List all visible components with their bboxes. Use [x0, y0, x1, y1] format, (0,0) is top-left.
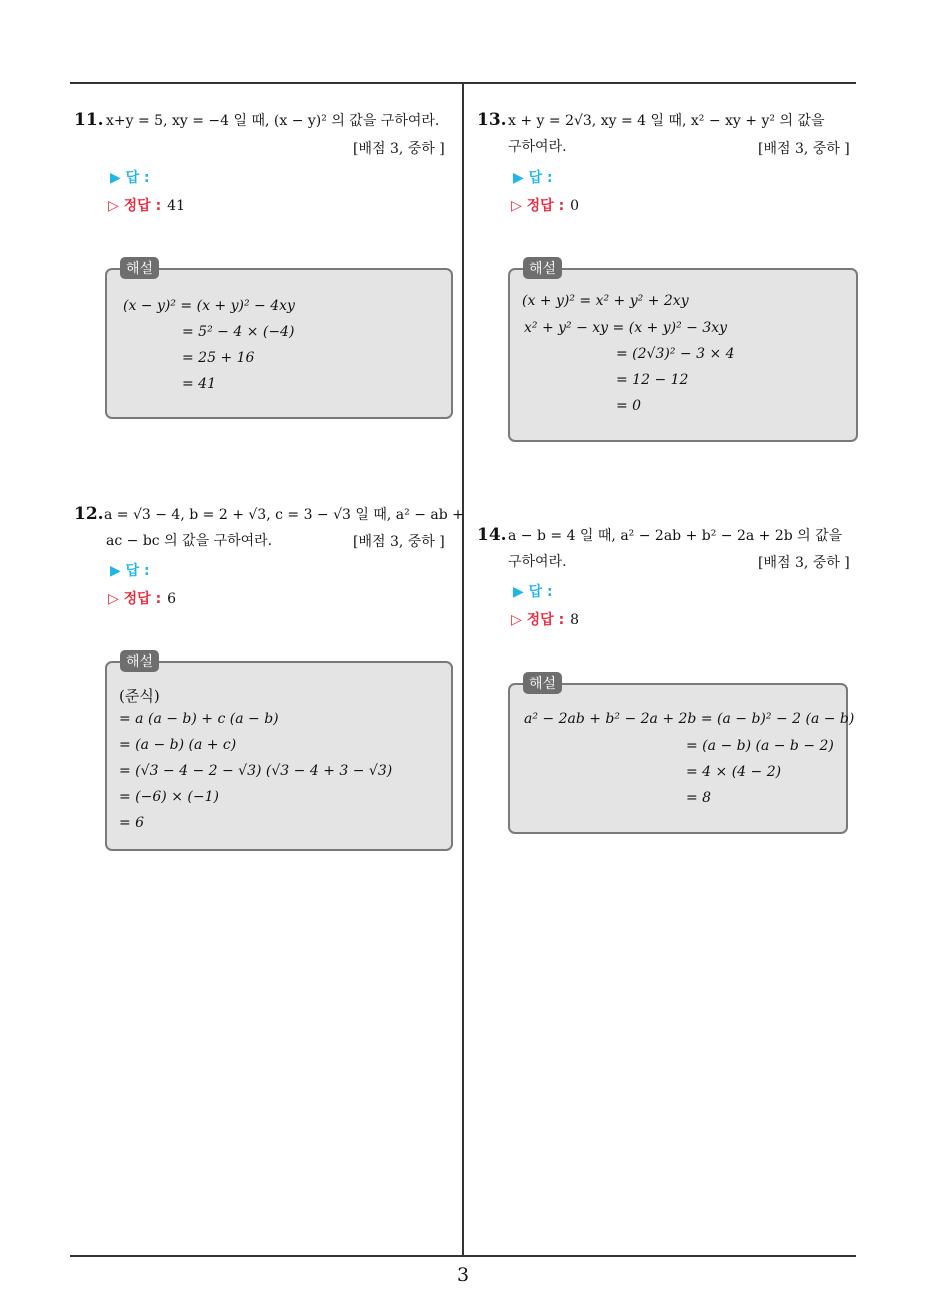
answer-row: [110, 167, 150, 187]
solution-line: x² + y² − xy = (x + y)² − 3xy: [524, 320, 728, 336]
answer-label: ▶ 답 :: [110, 170, 150, 186]
answer-label: ▶ 답 :: [513, 170, 553, 186]
score-label: [배점 3, 중하 ]: [353, 141, 445, 157]
correct-label: ▷ 정답 :: [108, 198, 162, 214]
score-label: [배점 3, 중하 ]: [353, 534, 445, 550]
problem-text-cont: ac − bc 의 값을 구하여라.: [106, 533, 273, 549]
problem-text: a = √3 − 4, b = 2 + √3, c = 3 − √3 일 때, a² − ab +: [104, 507, 464, 523]
solution-line: = 8: [686, 790, 712, 806]
problem-text-cont: 구하여라.: [508, 554, 567, 570]
solution-line: = 12 − 12: [616, 372, 689, 388]
solution-line: = (−6) × (−1): [119, 789, 219, 805]
problem-text: x+y = 5, xy = −4 일 때, (x − y)² 의 값을 구하여라.: [106, 113, 440, 129]
solution-line: = 0: [616, 398, 642, 414]
problem-number: 13.: [477, 110, 507, 130]
solution-line: = (√3 − 4 − 2 − √3) (√3 − 4 + 3 − √3): [119, 763, 393, 779]
solution-line: = 6: [119, 815, 145, 831]
correct-answer-row: [108, 195, 185, 215]
solution-box: [105, 261, 453, 419]
solution-line: = (2√3)² − 3 × 4: [616, 346, 735, 362]
problem-text: a − b = 4 일 때, a² − 2ab + b² − 2a + 2b 의 값을: [508, 528, 843, 544]
solution-box: [508, 261, 858, 442]
solution-line: = (a − b) (a + c): [119, 737, 237, 753]
problem-number: 14.: [477, 525, 507, 545]
page-number: 3: [456, 1264, 470, 1286]
correct-label: ▷ 정답 :: [511, 198, 565, 214]
solution-tag: 해설: [120, 257, 159, 279]
correct-answer-row: [511, 195, 579, 215]
correct-value: 41: [167, 198, 185, 214]
answer-row: [513, 581, 553, 601]
solution-line: = 5² − 4 × (−4): [182, 324, 295, 340]
solution-line: = 41: [182, 376, 216, 392]
solution-tag: 해설: [523, 672, 562, 694]
solution-line: = 25 + 16: [182, 350, 255, 366]
solution-line: (x − y)² = (x + y)² − 4xy: [123, 298, 295, 314]
score-label: [배점 3, 중하 ]: [758, 555, 850, 571]
correct-answer-row: [108, 588, 176, 608]
correct-value: 0: [570, 198, 580, 214]
correct-value: 8: [570, 612, 580, 628]
column-divider: [462, 84, 464, 1256]
solution-line: = 4 × (4 − 2): [686, 764, 782, 780]
bottom-rule: [70, 1255, 856, 1257]
problem-number: 12.: [74, 504, 104, 524]
problem-text: x + y = 2√3, xy = 4 일 때, x² − xy + y² 의 값을: [508, 113, 825, 129]
solution-tag: 해설: [523, 257, 562, 279]
problem-text-cont: 구하여라.: [508, 139, 567, 155]
solution-box: [508, 676, 855, 834]
correct-label: ▷ 정답 :: [108, 591, 162, 607]
problem-number: 11.: [74, 110, 104, 130]
answer-label: ▶ 답 :: [513, 584, 553, 600]
answer-row: [513, 167, 553, 187]
solution-line: (준식): [119, 687, 160, 705]
solution-tag: 해설: [120, 650, 159, 672]
correct-value: 6: [167, 591, 177, 607]
solution-box: [105, 654, 453, 851]
solution-line: = a (a − b) + c (a − b): [119, 711, 279, 727]
solution-line: a² − 2ab + b² − 2a + 2b = (a − b)² − 2 (a − b): [524, 711, 855, 727]
correct-answer-row: [511, 609, 579, 629]
solution-line: = (a − b) (a − b − 2): [686, 738, 834, 754]
score-label: [배점 3, 중하 ]: [758, 141, 850, 157]
solution-line: (x + y)² = x² + y² + 2xy: [522, 293, 689, 309]
answer-row: [110, 560, 150, 580]
answer-label: ▶ 답 :: [110, 563, 150, 579]
correct-label: ▷ 정답 :: [511, 612, 565, 628]
